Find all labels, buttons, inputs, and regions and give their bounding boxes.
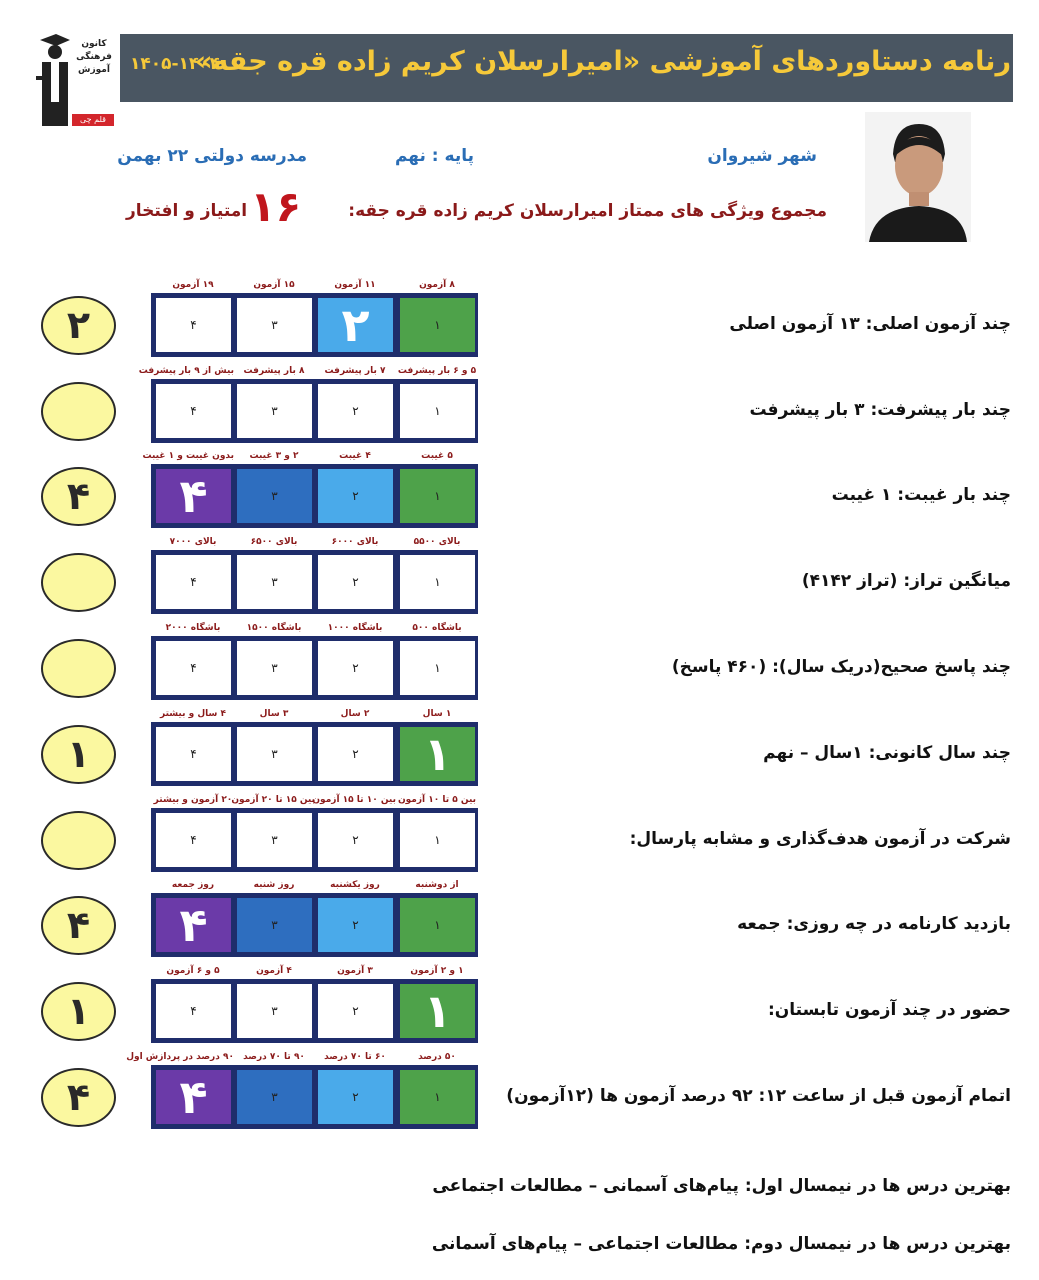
tier-number: ۳: [271, 489, 278, 503]
title-banner: [120, 34, 1013, 102]
graduate-icon: [36, 32, 72, 130]
tier-label: بیش از ۹ بار پیشرفت: [138, 366, 234, 376]
criteria-question: چند سال کانونی: ۱سال – نهم: [763, 743, 1011, 763]
tier-cell-1: [400, 813, 475, 867]
row-score: ۲: [66, 303, 91, 347]
tier-label: بالای ۷۰۰۰: [169, 537, 217, 547]
tier-cell-3: [237, 813, 312, 867]
row-score-oval: [41, 896, 116, 955]
tier-number: ۴: [190, 404, 197, 418]
tier-number: ۳: [271, 661, 278, 675]
tier-cell-2: [318, 298, 393, 352]
tier-label: ۵۰ درصد: [418, 1052, 456, 1062]
tier-label: ۸ بار پیشرفت: [243, 366, 305, 376]
tier-number: ۲: [341, 298, 370, 352]
tier-label: ۷ بار پیشرفت: [324, 366, 386, 376]
criteria-row: [0, 366, 1039, 452]
tier-label: بین ۱۵ تا ۲۰ آزمون: [231, 795, 315, 805]
tier-number: ۴: [179, 1070, 208, 1124]
tier-label: ۲ سال: [340, 709, 370, 719]
row-score-oval: [41, 1068, 116, 1127]
tier-label: روز جمعه: [171, 880, 215, 890]
tier-number: ۴: [190, 575, 197, 589]
tier-number: ۲: [352, 918, 359, 932]
tier-cell-2: [318, 898, 393, 952]
tier-label: ۱۵ آزمون: [253, 280, 295, 290]
tier-number: ۴: [179, 469, 208, 523]
tier-number: ۳: [271, 404, 278, 418]
tier-number: ۳: [271, 1090, 278, 1104]
tier-cell-4: [156, 469, 231, 523]
tier-number: ۲: [352, 1090, 359, 1104]
tier-label: ۹۰ درصد در پردازش اول: [126, 1052, 234, 1062]
tier-number: ۲: [352, 661, 359, 675]
tier-number: ۳: [271, 833, 278, 847]
kanoon-logo: [36, 32, 114, 130]
row-score-oval: [41, 639, 116, 698]
row-score-oval: [41, 725, 116, 784]
tier-cell-2: [318, 384, 393, 438]
criteria-row: [0, 709, 1039, 795]
tier-cell-4: [156, 898, 231, 952]
tier-cell-1: [400, 384, 475, 438]
tier-label: بین ۱۰ تا ۱۵ آزمون: [312, 795, 396, 805]
tier-cell-1: [400, 298, 475, 352]
tier-number: ۱: [423, 727, 452, 781]
criteria-question: چند آزمون اصلی: ۱۳ آزمون اصلی: [729, 314, 1011, 334]
tier-cell-2: [318, 641, 393, 695]
criteria-row: [0, 795, 1039, 881]
tier-number: ۳: [271, 918, 278, 932]
tier-boxes: [151, 464, 478, 528]
tier-label: ۳ آزمون: [337, 966, 373, 976]
tier-number: ۱: [423, 984, 452, 1038]
tier-boxes: [151, 808, 478, 872]
tier-number: ۲: [352, 747, 359, 761]
tier-label: بدون غیبت و ۱ غیبت: [142, 451, 234, 461]
tier-cell-2: [318, 469, 393, 523]
tier-boxes: [151, 293, 478, 357]
row-score-oval: [41, 811, 116, 870]
criteria-question: بازدید کارنامه در چه روزی: جمعه: [737, 914, 1011, 934]
tier-label: ۲۰ آزمون و بیشتر: [153, 795, 233, 805]
criteria-question: چند بار پیشرفت: ۳ بار پیشرفت: [749, 400, 1011, 420]
tier-cell-2: [318, 984, 393, 1038]
tier-cell-3: [237, 298, 312, 352]
tier-number: ۱: [434, 404, 441, 418]
tier-number: ۲: [352, 489, 359, 503]
tier-label: روز یکشنبه: [330, 880, 380, 890]
tier-cell-3: [237, 384, 312, 438]
criteria-question: چند پاسخ صحیح(دریک سال): (۴۶۰ پاسخ): [671, 657, 1011, 677]
tier-label: ۵ و ۶ بار پیشرفت: [397, 366, 477, 376]
row-score: [43, 384, 114, 439]
tier-label: ۹۰ تا ۷۰ درصد: [243, 1052, 305, 1062]
criteria-question: میانگین تراز: (تراز ۴۱۴۲): [801, 571, 1011, 591]
tier-cell-4: [156, 555, 231, 609]
tier-label: ۲ و ۳ غیبت: [249, 451, 299, 461]
page-title: رنامه دستاوردهای آموزشی «امیرارسلان کریم زاده قره جقه»: [194, 46, 1011, 77]
tier-label: بالای ۶۰۰۰: [331, 537, 379, 547]
tier-number: ۱: [434, 489, 441, 503]
criteria-row: [0, 537, 1039, 623]
criteria-question: شرکت در آزمون هدف‌گذاری و مشابه پارسال:: [629, 829, 1011, 849]
tier-label: ۱۱ آزمون: [334, 280, 376, 290]
tier-label: ۴ غیبت: [339, 451, 371, 461]
tier-number: ۱: [434, 918, 441, 932]
criteria-row: [0, 1052, 1039, 1138]
tier-number: ۴: [190, 318, 197, 332]
tier-label: ۴ سال و بیشتر: [159, 709, 227, 719]
criteria-row: [0, 966, 1039, 1052]
tier-label: ۱ و ۲ آزمون: [410, 966, 464, 976]
tier-number: ۳: [271, 747, 278, 761]
student-photo: [865, 112, 971, 242]
tier-number: ۳: [271, 1004, 278, 1018]
tier-cell-3: [237, 469, 312, 523]
tier-number: ۳: [271, 575, 278, 589]
tier-cell-4: [156, 1070, 231, 1124]
criteria-question: چند بار غیبت: ۱ غیبت: [831, 485, 1011, 505]
criteria-row: [0, 451, 1039, 537]
tier-label: بالای ۶۵۰۰: [250, 537, 298, 547]
tier-number: ۲: [352, 404, 359, 418]
tier-number: ۲: [352, 833, 359, 847]
tier-cell-1: [400, 727, 475, 781]
tier-cell-4: [156, 384, 231, 438]
logo-text: کانون فرهنگی آموزش: [76, 39, 112, 75]
tier-cell-3: [237, 555, 312, 609]
tier-number: ۴: [190, 833, 197, 847]
tier-boxes: [151, 722, 478, 786]
tier-number: ۱: [434, 833, 441, 847]
score-label: امتیاز و افتخار: [126, 201, 248, 221]
criteria-row: [0, 623, 1039, 709]
tier-number: ۱: [434, 575, 441, 589]
row-score: ۱: [66, 732, 91, 776]
tier-label: ۴ آزمون: [256, 966, 292, 976]
academic-years: ۱۴۰۵-۱۴۰۴: [130, 54, 221, 74]
tier-cell-1: [400, 984, 475, 1038]
criteria-question: حضور در چند آزمون تابستان:: [767, 1000, 1011, 1020]
tier-label: ۵ غیبت: [421, 451, 453, 461]
criteria-row: [0, 880, 1039, 966]
tier-boxes: [151, 893, 478, 957]
row-score: [43, 813, 114, 868]
tier-label: از دوشنبه: [415, 880, 459, 890]
criteria-row: [0, 280, 1039, 366]
row-score-oval: [41, 382, 116, 441]
row-score: ۴: [66, 474, 91, 518]
tier-number: ۲: [352, 1004, 359, 1018]
tier-cell-2: [318, 727, 393, 781]
tier-label: باشگاه ۲۰۰۰: [165, 623, 221, 633]
tier-cell-4: [156, 813, 231, 867]
summary-label: مجموع ویژگی های ممتاز امیرارسلان کریم زاده قره جقه:: [348, 201, 827, 221]
tier-label: بالای ۵۵۰۰: [413, 537, 461, 547]
best-subjects-term-1: بهترین درس ها در نیمسال اول: پیام‌های آسمانی – مطالعات اجتماعی: [432, 1176, 1011, 1196]
tier-label: ۱ سال: [422, 709, 452, 719]
tier-label: بین ۵ تا ۱۰ آزمون: [397, 795, 477, 805]
tier-boxes: [151, 550, 478, 614]
student-grade: پایه : نهم: [394, 146, 474, 166]
tier-cell-1: [400, 641, 475, 695]
tier-label: ۱۹ آزمون: [172, 280, 214, 290]
row-score-oval: [41, 553, 116, 612]
best-subjects-term-2: بهترین درس ها در نیمسال دوم: مطالعات اجتماعی – پیام‌های آسمانی: [431, 1234, 1011, 1254]
tier-cell-2: [318, 813, 393, 867]
tier-number: ۱: [434, 318, 441, 332]
tier-boxes: [151, 636, 478, 700]
tier-cell-3: [237, 984, 312, 1038]
row-score: [43, 641, 114, 696]
logo-badge: قلم چی: [72, 114, 114, 126]
tier-label: باشگاه ۱۰۰۰: [327, 623, 383, 633]
tier-cell-3: [237, 1070, 312, 1124]
tier-cell-1: [400, 898, 475, 952]
tier-cell-3: [237, 898, 312, 952]
tier-cell-1: [400, 1070, 475, 1124]
tier-label: ۵ و ۶ آزمون: [166, 966, 220, 976]
tier-cell-4: [156, 641, 231, 695]
row-score-oval: [41, 296, 116, 355]
row-score: ۴: [66, 1075, 91, 1119]
tier-label: باشگاه ۱۵۰۰: [246, 623, 302, 633]
row-score-oval: [41, 982, 116, 1041]
row-score: ۴: [66, 903, 91, 947]
tier-number: ۴: [190, 1004, 197, 1018]
tier-number: ۳: [271, 318, 278, 332]
tier-label: ۶۰ تا ۷۰ درصد: [324, 1052, 386, 1062]
tier-cell-2: [318, 555, 393, 609]
tier-boxes: [151, 979, 478, 1043]
tier-number: ۲: [352, 575, 359, 589]
tier-cell-1: [400, 555, 475, 609]
tier-number: ۱: [434, 661, 441, 675]
tier-cell-1: [400, 469, 475, 523]
tier-boxes: [151, 379, 478, 443]
row-score: ۱: [66, 989, 91, 1033]
row-score: [43, 555, 114, 610]
tier-label: ۳ سال: [259, 709, 289, 719]
tier-cell-4: [156, 984, 231, 1038]
tier-cell-3: [237, 727, 312, 781]
tier-number: ۱: [434, 1090, 441, 1104]
criteria-question: اتمام آزمون قبل از ساعت ۱۲: ۹۲ درصد آزمون ها (۱۲آزمون): [506, 1086, 1011, 1106]
tier-cell-3: [237, 641, 312, 695]
tier-cell-4: [156, 298, 231, 352]
tier-boxes: [151, 1065, 478, 1129]
tier-label: باشگاه ۵۰۰: [412, 623, 462, 633]
total-score: ۱۶: [250, 182, 302, 231]
tier-number: ۴: [190, 747, 197, 761]
student-school: مدرسه دولتی ۲۲ بهمن: [117, 146, 307, 166]
tier-label: ۸ آزمون: [419, 280, 455, 290]
row-score-oval: [41, 467, 116, 526]
student-city: شهر شیروان: [707, 146, 817, 166]
tier-cell-2: [318, 1070, 393, 1124]
tier-cell-4: [156, 727, 231, 781]
tier-label: روز شنبه: [253, 880, 295, 890]
tier-number: ۴: [179, 898, 208, 952]
tier-number: ۴: [190, 661, 197, 675]
